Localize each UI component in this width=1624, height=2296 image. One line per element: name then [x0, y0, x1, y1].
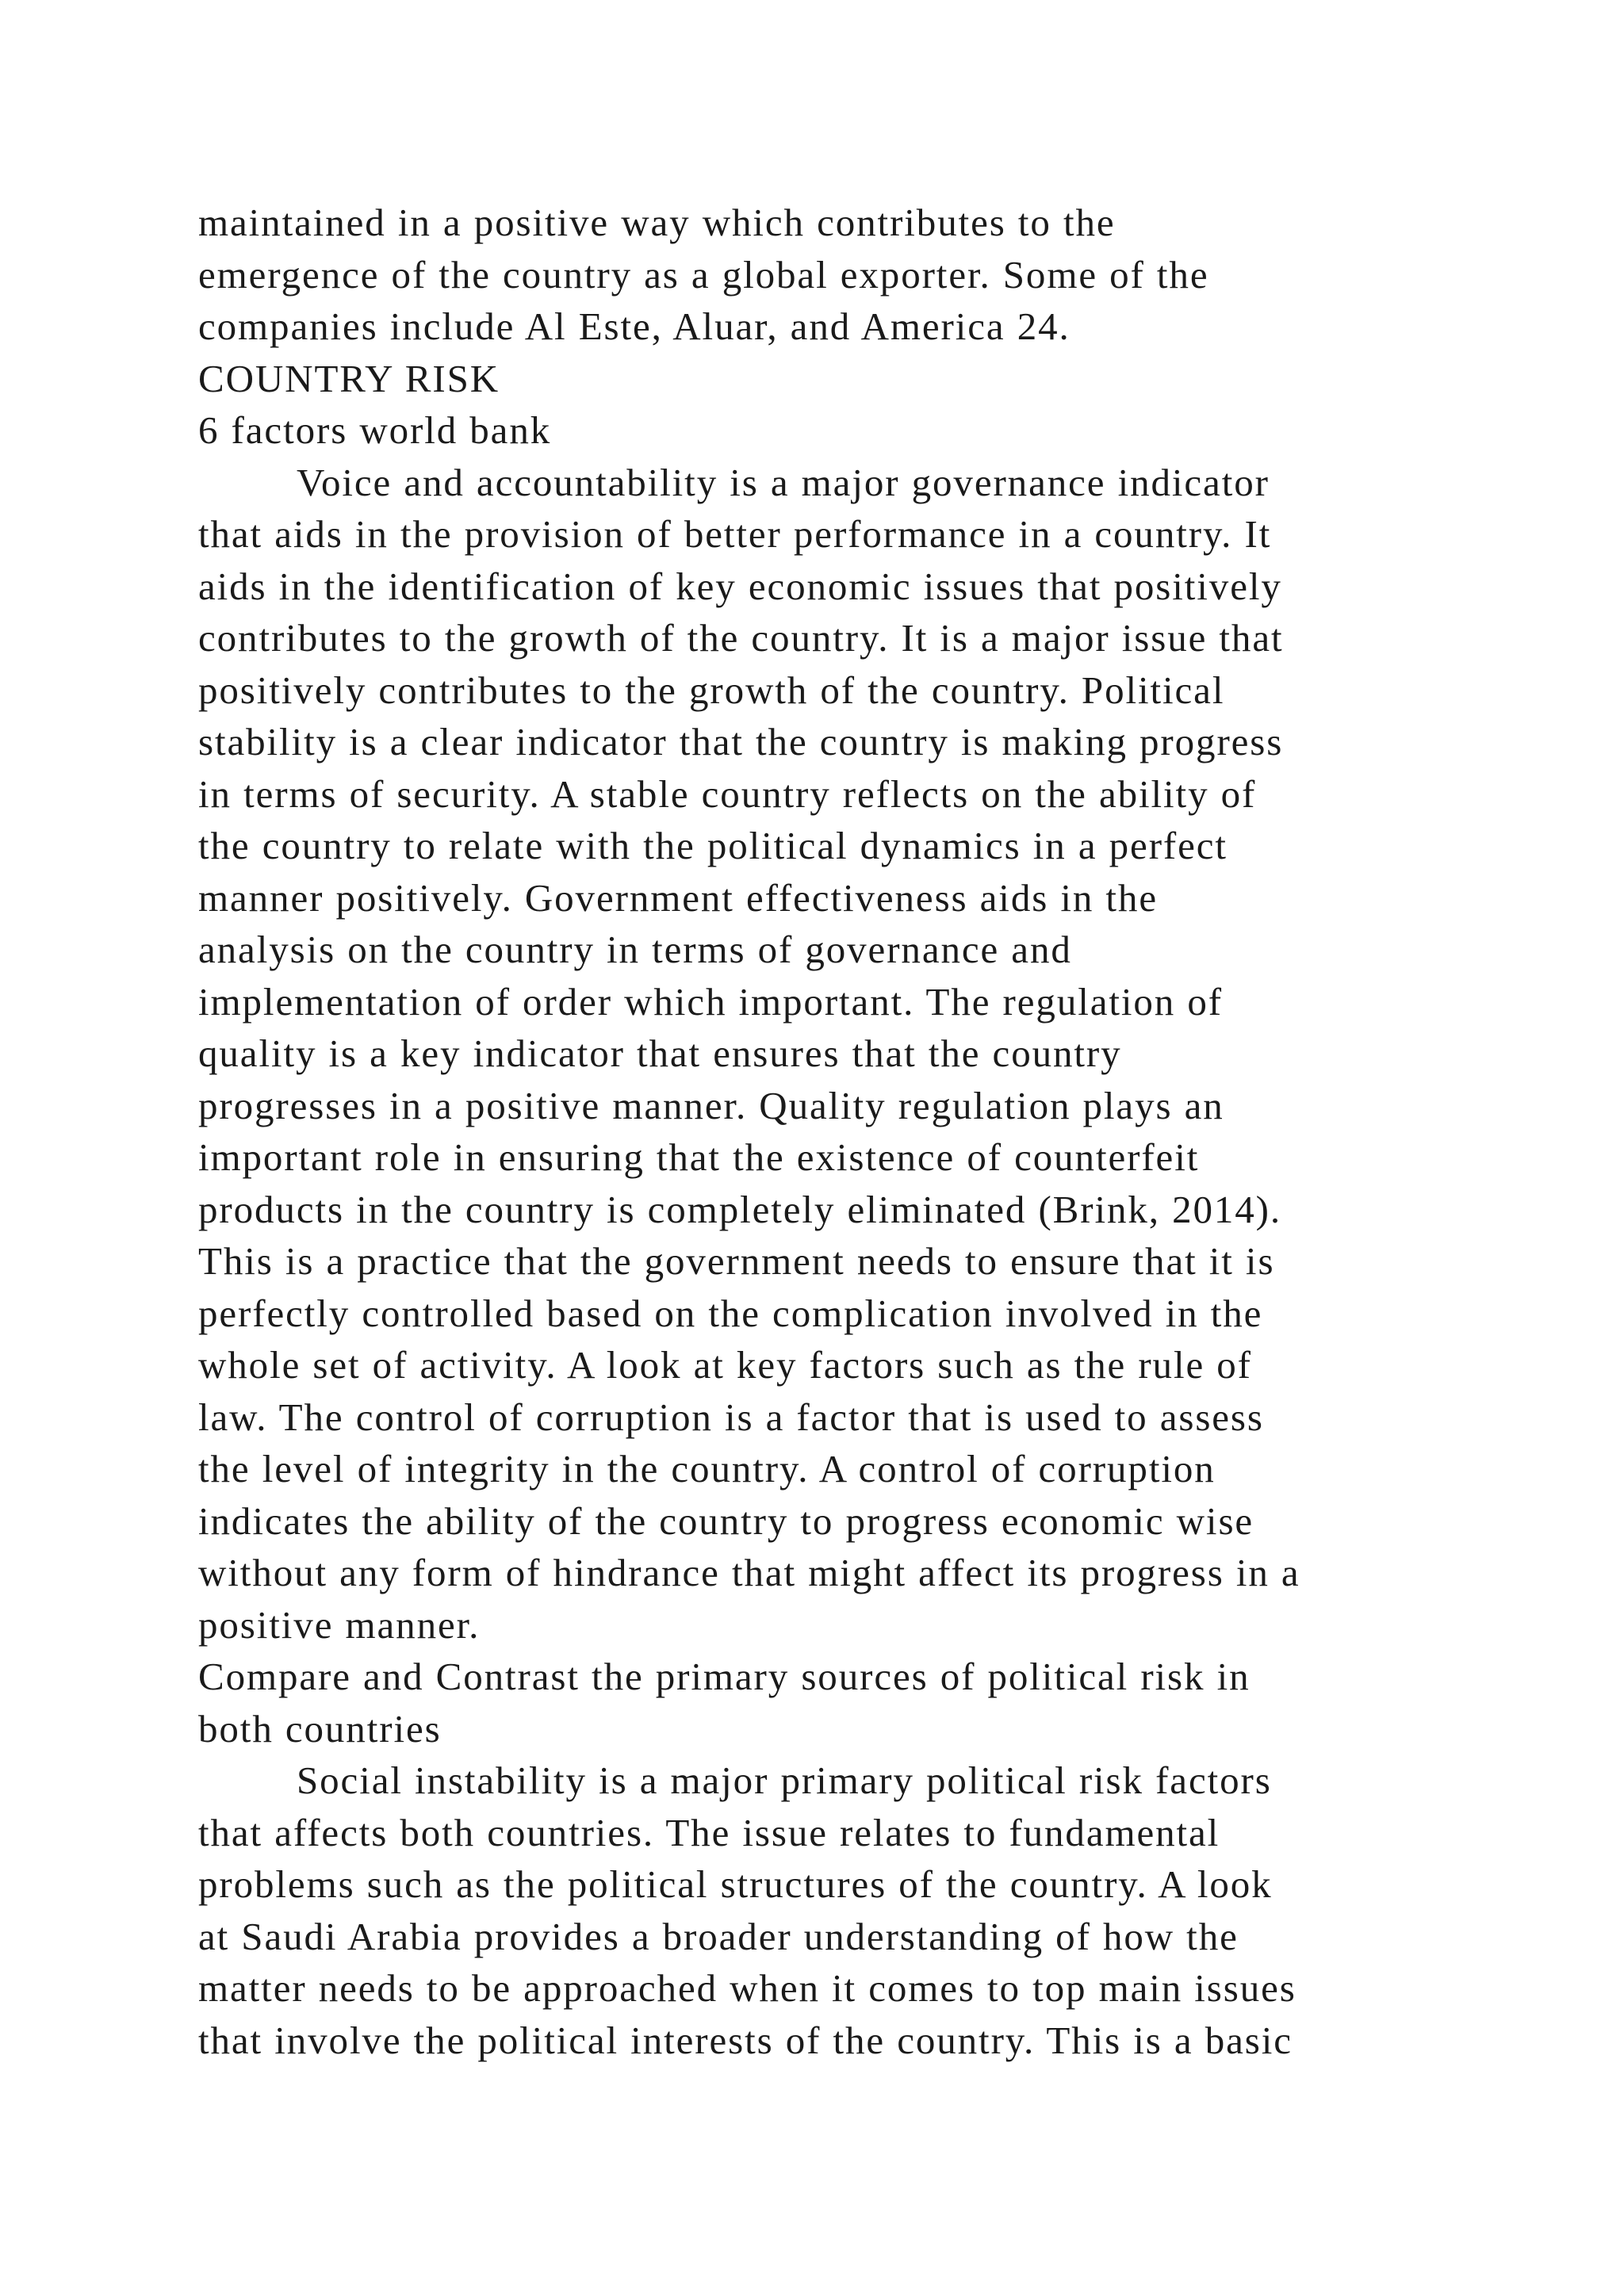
text-line: aids in the identification of key economic issues that positively	[198, 564, 1282, 608]
text-line: implementation of order which important. The regulation of	[198, 979, 1223, 1024]
text-line: the level of integrity in the country. A control of corruption	[198, 1447, 1216, 1490]
text-line: in terms of security. A stable country reflects on the ability of	[198, 771, 1257, 816]
text-line: perfectly controlled based on the complication involved in the	[198, 1291, 1263, 1335]
text-line: manner positively. Government effectiveness aids in the	[198, 875, 1158, 920]
text-line: COUNTRY RISK	[198, 356, 500, 400]
text-line: the country to relate with the political dynamics in a perfect	[198, 824, 1228, 867]
text-line: that involve the political interests of the country. This is a basic	[198, 2018, 1293, 2062]
text-line: contributes to the growth of the country. It is a major issue that	[198, 616, 1284, 660]
text-line: products in the country is completely eliminated (Brink, 2014).	[198, 1187, 1282, 1231]
text-line: that aids in the provision of better performance in a country. It	[198, 512, 1272, 556]
text-line: law. The control of corruption is a factor that is used to assess	[198, 1395, 1264, 1439]
text-line: important role in ensuring that the existence of counterfeit	[198, 1135, 1200, 1179]
text-line: stability is a clear indicator that the country is making progress	[198, 720, 1284, 763]
text-line: This is a practice that the government needs to ensure that it is	[198, 1239, 1275, 1283]
text-line: both countries	[198, 1706, 442, 1751]
text-line: without any form of hindrance that might affect its progress in a	[198, 1551, 1300, 1594]
text-line: quality is a key indicator that ensures that the country	[198, 1031, 1122, 1075]
text-line: progresses in a positive manner. Quality regulation plays an	[198, 1083, 1224, 1127]
text-line: indicates the ability of the country to progress economic wise	[198, 1498, 1254, 1543]
text-line: Voice and accountability is a major governance indicator	[297, 460, 1270, 504]
text-line: 6 factors world bank	[198, 408, 552, 452]
text-line: Compare and Contrast the primary sources of political risk in	[198, 1655, 1251, 1698]
text-line: Social instability is a major primary political risk factors	[297, 1758, 1272, 1802]
text-line: at Saudi Arabia provides a broader understanding of how the	[198, 1914, 1239, 1958]
document-body	[198, 197, 1530, 2066]
text-line: whole set of activity. A look at key factors such as the rule of	[198, 1343, 1252, 1387]
text-line: emergence of the country as a global exporter. Some of the	[198, 252, 1209, 297]
text-line: positively contributes to the growth of the country. Political	[198, 668, 1225, 712]
text-line: analysis on the country in terms of governance and	[198, 928, 1072, 971]
text-line: maintained in a positive way which contributes to the	[198, 201, 1116, 244]
text-line: positive manner.	[198, 1602, 481, 1647]
text-line: problems such as the political structures of the country. A look	[198, 1862, 1273, 1906]
text-line: matter needs to be approached when it comes to top main issues	[198, 1966, 1297, 2010]
text-line: companies include Al Este, Aluar, and America 24.	[198, 304, 1071, 348]
text-line: that affects both countries. The issue relates to fundamental	[198, 1810, 1220, 1854]
